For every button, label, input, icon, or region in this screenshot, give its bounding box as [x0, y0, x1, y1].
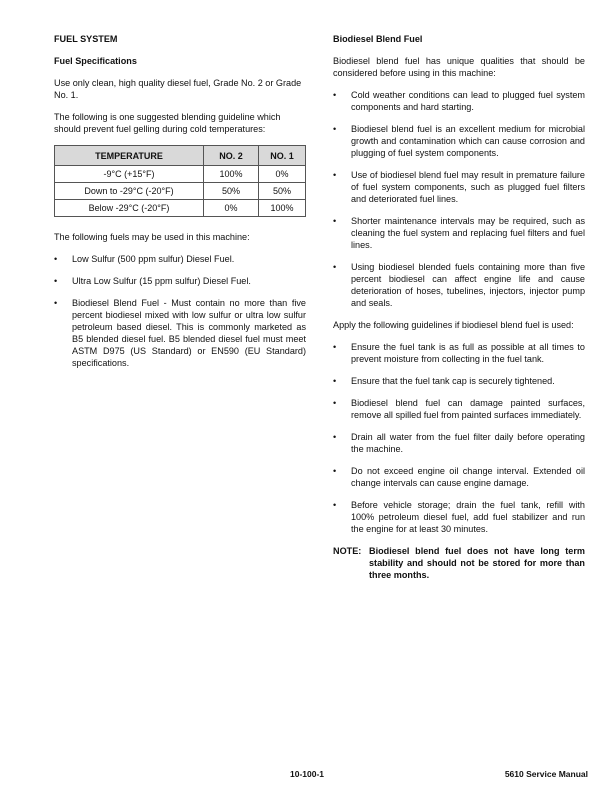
bullet-icon: • [333, 342, 337, 352]
bullet-icon: • [333, 432, 337, 442]
fuels-intro: The following fuels may be used in this machine: [54, 232, 250, 242]
left-column [54, 33, 306, 379]
table-cell: 0% [204, 200, 259, 217]
biodiesel-heading: Biodiesel Blend Fuel [333, 34, 423, 44]
page-number: 10-100-1 [290, 769, 325, 779]
bullet-icon: • [333, 466, 337, 476]
bullet-icon: • [54, 276, 58, 286]
list-item: • Using biodiesel blended fuels containing more than five percent biodiesel can affect engine life and cause deterioration of hoses, tubelines, injectors, injector pump and seals. [333, 262, 585, 308]
bullet-icon: • [333, 376, 337, 386]
blending-table [54, 145, 306, 217]
right-column [333, 33, 585, 581]
table-header-cell: NO. 1 [259, 146, 306, 166]
list-item: • Ensure the fuel tank is as full as possible at all times to prevent moisture from collecting in the fuel tank. [333, 342, 585, 364]
table-cell: Down to -29°C (-20°F) [55, 183, 204, 200]
table-cell: 0% [259, 166, 306, 183]
list-item: • Use of biodiesel blend fuel may result in premature failure of fuel system components, such as plugged fuel filters and deteriorated fuel lines. [333, 170, 585, 204]
bullet-icon: • [333, 124, 337, 134]
manual-title: 5610 Service Manual [504, 769, 588, 779]
grade-paragraph: Use only clean, high quality diesel fuel, Grade No. 2 or Grade No. 1. [54, 78, 302, 100]
bullet-icon: • [333, 216, 337, 226]
list-item: • Do not exceed engine oil change interval. Extended oil change intervals can cause engine damage. [333, 466, 585, 488]
fuel-types-list [54, 253, 306, 369]
list-item: • Shorter maintenance intervals may be required, such as cleaning the fuel system and replacing fuel filters and fuel lines. [333, 216, 585, 250]
biodiesel-intro: Biodiesel blend fuel has unique qualities that should be considered before using in this machine: [333, 56, 585, 78]
guidelines-list [333, 341, 585, 535]
table-cell: 50% [204, 183, 259, 200]
section-title: FUEL SYSTEM [54, 34, 118, 44]
list-item: • Biodiesel Blend Fuel - Must contain no more than five percent biodiesel mixed with low sulfur or ultra low sulfur petroleum based diesel. This is commonly marketed as B5 blended diesel fuel. B5 blended diesel fuel must meet ASTM D975 (US Standard) or EN590 (EU Standard) specifications. [54, 298, 306, 368]
list-item: • Cold weather conditions can lead to plugged fuel system components and hard starting. [333, 90, 585, 112]
biodiesel-qualities-list [333, 89, 585, 309]
bullet-icon: • [54, 254, 58, 264]
table-cell: -9°C (+15°F) [55, 166, 204, 183]
bullet-icon: • [333, 398, 337, 408]
table-cell: Below -29°C (-20°F) [55, 200, 204, 217]
list-item: • Ultra Low Sulfur (15 ppm sulfur) Diesel Fuel. [54, 276, 251, 286]
table-row [55, 183, 306, 200]
table-row [55, 166, 306, 183]
note-text: Biodiesel blend fuel does not have long term stability and should not be stored for more than three months. [369, 546, 585, 580]
fuel-specifications-heading: Fuel Specifications [54, 56, 137, 66]
list-item: • Low Sulfur (500 ppm sulfur) Diesel Fuel. [54, 254, 235, 264]
list-item: • Drain all water from the fuel filter daily before operating the machine. [333, 432, 585, 454]
bullet-icon: • [333, 500, 337, 510]
list-item: • Biodiesel blend fuel can damage painted surfaces, remove all spilled fuel from painted surfaces immediately. [333, 398, 585, 420]
table-header-cell: TEMPERATURE [55, 146, 204, 166]
note-label: NOTE: [333, 546, 362, 556]
list-item: • Before vehicle storage; drain the fuel tank, refill with 100% petroleum diesel fuel, add fuel stabilizer and run the engine for at least 30 minutes. [333, 500, 585, 534]
table-row [55, 200, 306, 217]
table-cell: 100% [259, 200, 306, 217]
bullet-icon: • [333, 90, 337, 100]
bullet-icon: • [333, 170, 337, 180]
bullet-icon: • [333, 262, 337, 272]
table-header-row [55, 146, 306, 166]
list-item: • Biodiesel blend fuel is an excellent medium for microbial growth and contamination which can cause corrosion and plugging of fuel system components. [333, 124, 585, 158]
blending-paragraph: The following is one suggested blending guideline which should prevent fuel gelling during cold temperatures: [54, 112, 281, 134]
storage-note [333, 545, 585, 581]
table-header-cell: NO. 2 [204, 146, 259, 166]
list-item: • Ensure that the fuel tank cap is securely tightened. [333, 376, 555, 386]
guidelines-intro: Apply the following guidelines if biodiesel blend fuel is used: [333, 320, 574, 330]
table-cell: 50% [259, 183, 306, 200]
table-cell: 100% [204, 166, 259, 183]
bullet-icon: • [54, 298, 58, 308]
